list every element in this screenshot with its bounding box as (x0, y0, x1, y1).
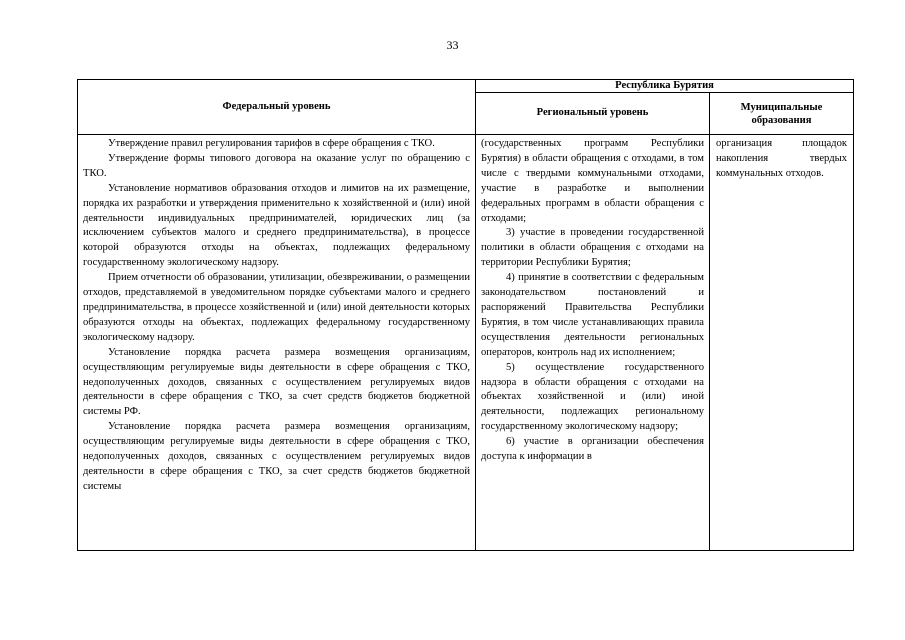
municipal-header-line1: Муниципальные (740, 101, 823, 113)
municipal-text (710, 135, 853, 550)
municipal-level-header (710, 93, 854, 135)
page-number: 33 (446, 38, 459, 52)
paragraph: Установление порядка расчета размера возмещения организациям, осуществляющим регулируемые виды деятельности в сфере обращения с ТКО, недополученных доходов, связанных с осуществлением регулируемых видов деятельности в сфере обращения с ТКО, за счет средств бюджетов бюджетной системы РФ. (83, 346, 470, 418)
municipal-header-line2: образования (751, 114, 812, 126)
competence-table (77, 79, 854, 551)
republic-header: Республика Бурятия (476, 80, 854, 93)
paragraph: 3) участие в проведении государственной политики в области обращения с отходами на территории Республики Бурятия; (481, 227, 704, 269)
paragraph: Утверждение правил регулирования тарифов в сфере обращения с ТКО. (108, 138, 435, 149)
paragraph: 5) осуществление государственного надзора в области обращения с отходами на объектах хозяйственной и (или) иной деятельности, подлежащих региональному государственному экологическому надзору; (481, 361, 704, 433)
paragraph: Установление порядка расчета размера возмещения организациям, осуществляющим регулируемые виды деятельности в сфере обращения с ТКО, недополученных доходов, связанных с осуществлением регулируемых видов деятельности в сфере обращения с ТКО, за счет средств бюджетов бюджетной системы (83, 421, 470, 492)
paragraph: Утверждение формы типового договора на оказание услуг по обращению с ТКО. (83, 152, 470, 179)
municipal-cell (710, 135, 854, 551)
regional-level-header: Региональный уровень (476, 93, 710, 135)
regional-text (476, 135, 709, 550)
federal-level-header: Федеральный уровень (78, 80, 476, 135)
paragraph: 4) принятие в соответствии с федеральным законодательством постановлений и распоряжений Правительства Республики Бурятия, в том числе устанавливающих правила осуществления деятельности региональных операторов, контроль над их исполнением; (481, 272, 704, 358)
paragraph: 6) участие в организации обеспечения доступа к информации в (481, 436, 704, 463)
federal-cell (78, 135, 476, 551)
paragraph: (государственных программ Республики Бурятия) в области обращения с отходами, в том числе с твердыми коммунальными отходами, участие в разработке и выполнении федеральных программ в области обращения с отходами; (481, 138, 704, 224)
regional-cell (476, 135, 710, 551)
paragraph: Установление нормативов образования отходов и лимитов на их размещение, порядка их разработки и утверждения применительно к хозяйственной и (или) иной деятельности индивидуальных предпринимателей, юридических лиц (за исключением субъектов малого и среднего предпринимательства), в процессе которой образуются отходы на объектах, подлежащих федеральному государственному экологическому надзору. (83, 182, 470, 269)
paragraph: организация площадок накопления твердых коммунальных отходов. (716, 138, 848, 179)
federal-text (78, 135, 475, 550)
paragraph: Прием отчетности об образовании, утилизации, обезвреживании, о размещении отходов, представляемой в уведомительном порядке субъектами малого и среднего предпринимательства, в процессе хозяйственной и (или) иной деятельности которых образуются отходы на объектах, подлежащих федеральному государственному экологическому надзору. (83, 272, 470, 343)
